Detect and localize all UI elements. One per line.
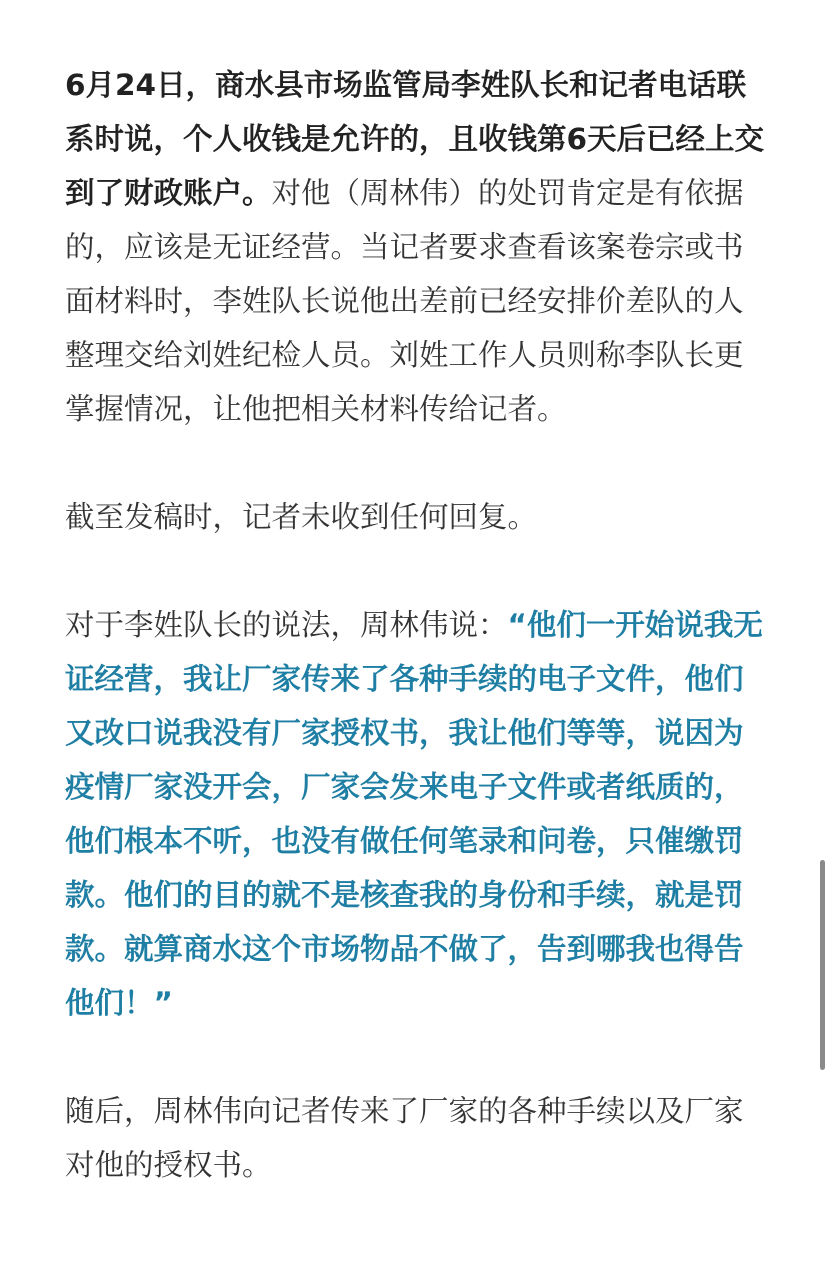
paragraph-1	[65, 58, 767, 436]
article-body	[65, 58, 767, 1192]
paragraph-1-bold: 6月24日，商水县市场监管局李姓队长和记者电话联系时说，个人收钱是允许的，且收钱第6天后已经上交到了财政账户。	[65, 68, 765, 210]
scrollbar[interactable]	[820, 860, 825, 1070]
quote-text: “他们一开始说我无证经营，我让厂家传来了各种手续的电子文件，他们又改口说我没有厂家授权书，我让他们等等，说因为疫情厂家没开会，厂家会发来电子文件或者纸质的，他们根本不听，也没有做任何笔录和问卷，只催缴罚款。他们的目的就不是核查我的身份和手续，就是罚款。就算商水这个市场物品不做了，告到哪我也得告他们！”	[65, 608, 763, 1020]
paragraph-1-text: 对他（周林伟）的处罚肯定是有依据的，应该是无证经营。当记者要求查看该案卷宗或书面材料时，李姓队长说他出差前已经安排价差队的人整理交给刘姓纪检人员。刘姓工作人员则称李队长更掌握情况，让他把相关材料传给记者。	[65, 176, 744, 426]
paragraph-3-lead: 对于李姓队长的说法，周林伟说：	[65, 608, 508, 642]
paragraph-3	[65, 598, 767, 1030]
paragraph-4: 随后，周林伟向记者传来了厂家的各种手续以及厂家对他的授权书。	[65, 1094, 744, 1182]
paragraph-2: 截至发稿时，记者未收到任何回复。	[65, 500, 538, 534]
